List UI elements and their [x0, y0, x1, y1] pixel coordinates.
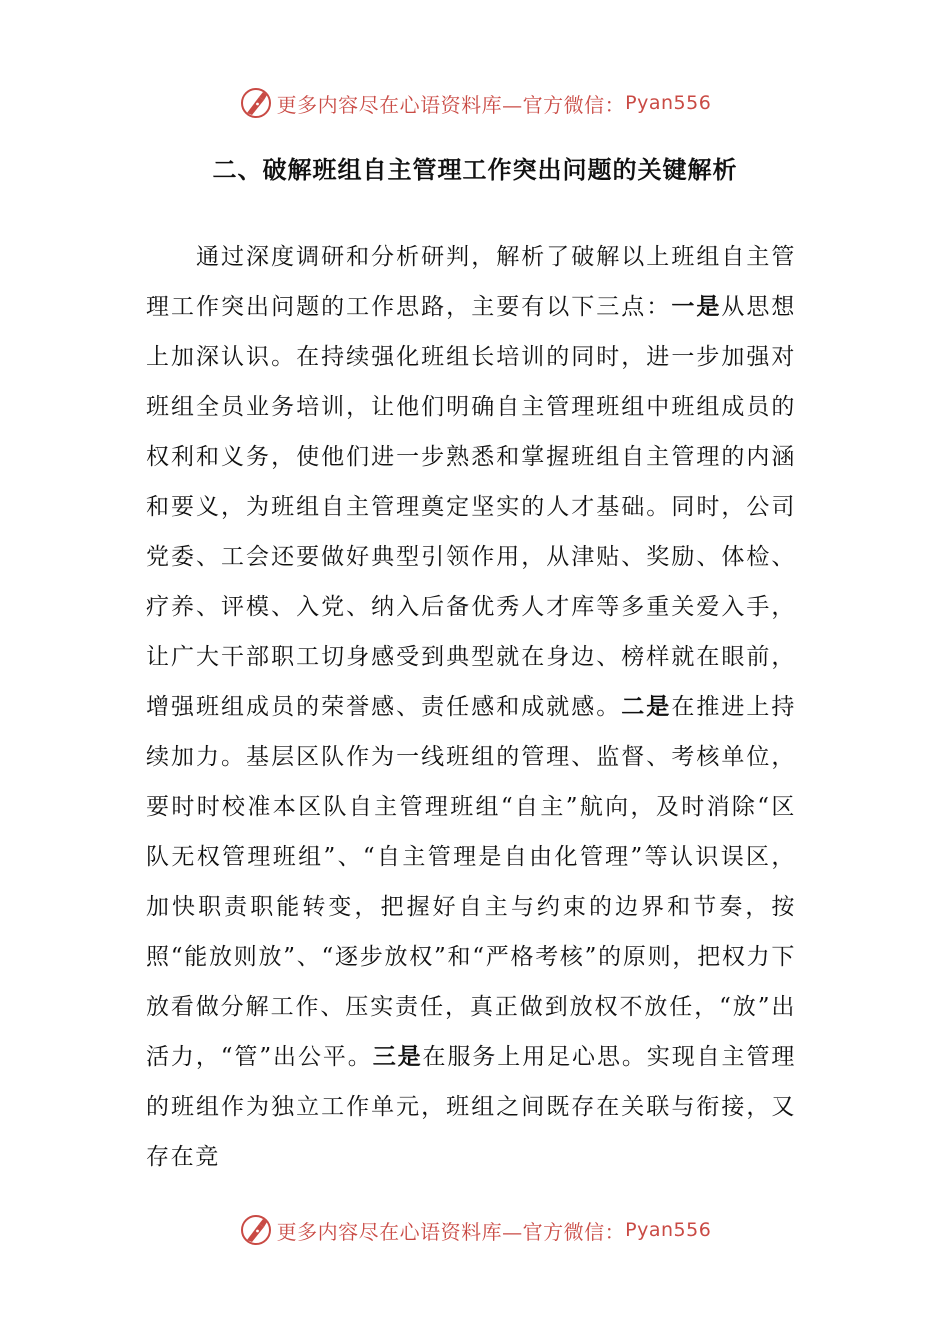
paragraph-text: 在推进上持续加力。基层区队作为一线班组的管理、监督、考核单位，要时时校准本区队自主管理班组“自主”航向，及时消除“区队无权管理班组”、“自主管理是自由化管理”等认识误区，加快职责职能转变，把握好自主与约束的边界和节奏，按照“能放则放”、“逐步放权”和“严格考核”的原则，把权力下放看做分解工作、压实责任，真正做到放权不放任，“放”出活力，“管”出公平。 — [146, 694, 796, 1070]
watermark-text: 更多内容尽在心语资料库—官方微信： — [276, 1219, 626, 1244]
footer-watermark — [0, 1210, 950, 1250]
point-marker-two: 二是 — [621, 694, 672, 720]
watermark-wechat-id: Pyan556 — [625, 92, 712, 114]
watermark-wechat-id: Pyan556 — [625, 1219, 712, 1241]
section-heading: 二、破解班组自主管理工作突出问题的关键解析 — [212, 156, 738, 184]
point-marker-one: 一是 — [671, 294, 722, 320]
body-paragraph — [146, 232, 796, 1182]
pen-nib-logo-icon — [239, 86, 273, 120]
header-watermark — [0, 83, 950, 123]
paragraph-text: 在服务上用足心思。实现自主管理的班组作为独立工作单元，班组之间既存在关联与衔接，又存在竞 — [146, 1044, 796, 1170]
point-marker-three: 三是 — [372, 1044, 423, 1070]
watermark-text: 更多内容尽在心语资料库—官方微信： — [276, 92, 626, 117]
paragraph-text: 从思想上加深认识。在持续强化班组长培训的同时，进一步加强对班组全员业务培训，让他们明确自主管理班组中班组成员的权利和义务，使他们进一步熟悉和掌握班组自主管理的内涵和要义，为班组自主管理奠定坚实的人才基础。同时，公司党委、工会还要做好典型引领作用，从津贴、奖励、体检、疗养、评模、入党、纳入后备优秀人才库等多重关爱入手，让广大干部职工切身感受到典型就在身边、榜样就在眼前，增强班组成员的荣誉感、责任感和成就感。 — [146, 294, 796, 720]
pen-nib-logo-icon — [239, 1213, 273, 1247]
paragraph-text: 通过深度调研和分析研判，解析了破解以上班组自主管理工作突出问题的工作思路，主要有以下三点： — [146, 244, 796, 320]
